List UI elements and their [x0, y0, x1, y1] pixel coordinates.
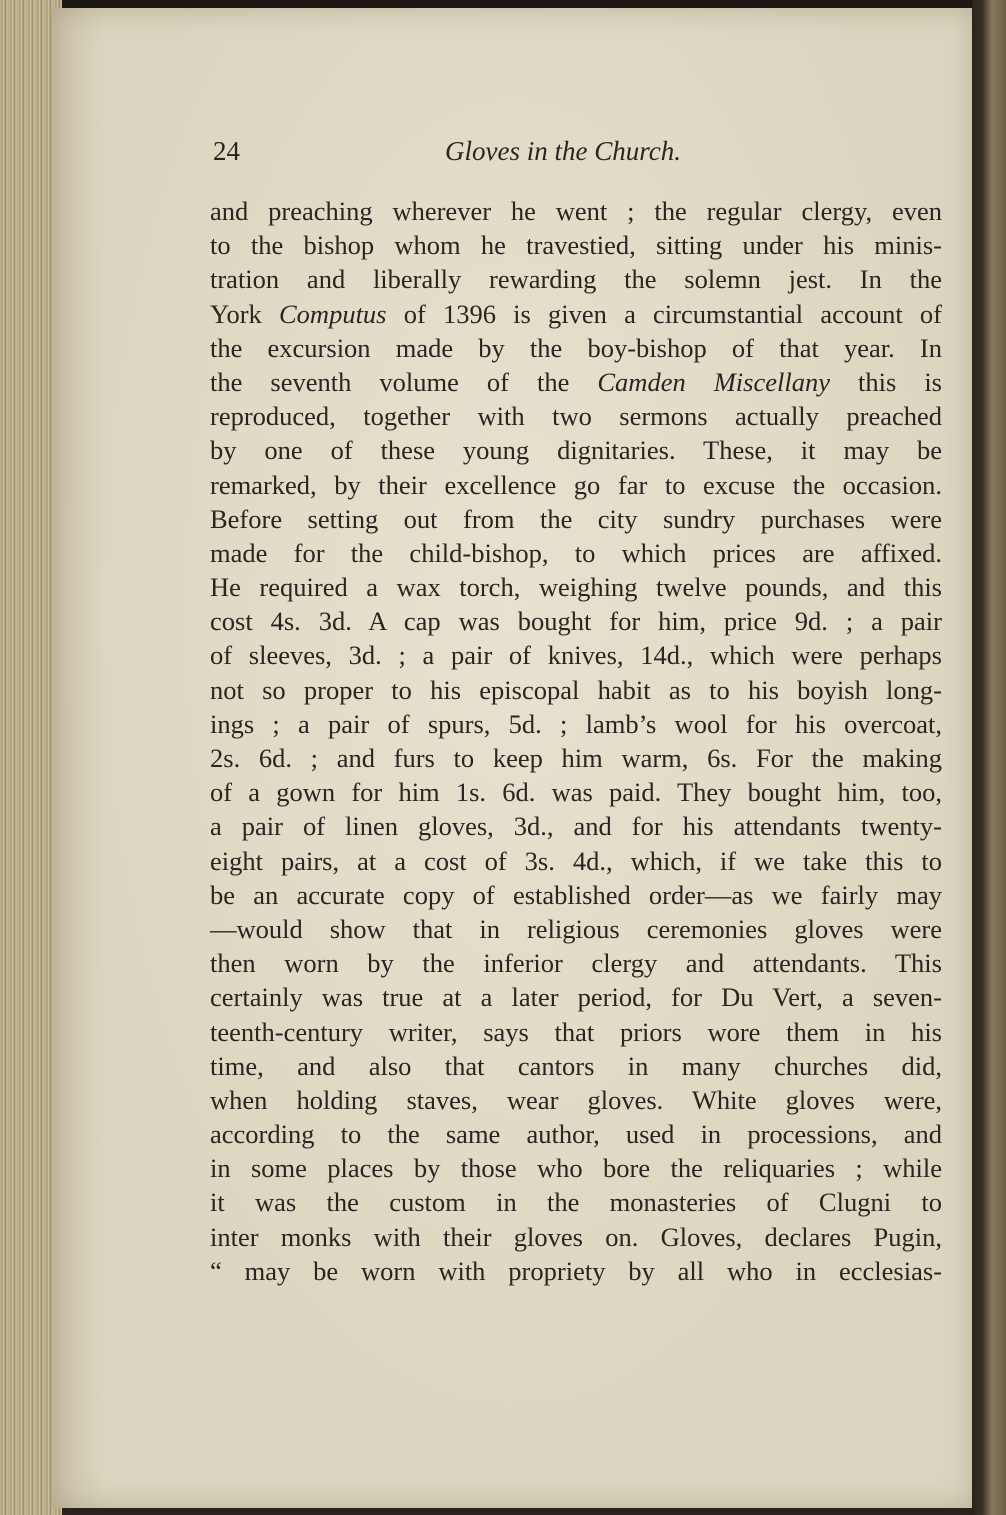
- text-line: [210, 570, 942, 604]
- text-line: [210, 775, 942, 809]
- text-line: [210, 262, 942, 296]
- text-segment: tration and liberally rewarding the solemn jest. In the: [210, 264, 942, 295]
- text-segment: be an accurate copy of established order—as we fairly may: [210, 879, 942, 910]
- text-segment: 2s. 6d. ; and furs to keep him warm, 6s. For the making: [210, 743, 942, 773]
- text-line: [210, 1015, 942, 1049]
- text-segment: by one of these young dignitaries. These, it may be: [210, 435, 942, 466]
- text-line: [210, 1083, 942, 1117]
- text-line: [210, 946, 942, 980]
- text-line: [210, 1049, 942, 1083]
- italic-title: Camden Miscellany: [597, 366, 830, 397]
- text-segment: certainly was true at a later period, for Du Vert, a seven-: [210, 982, 942, 1013]
- text-line: [210, 399, 942, 433]
- text-segment: according to the same author, used in processions, and: [210, 1119, 942, 1150]
- text-line: [210, 707, 942, 741]
- text-line: [210, 980, 942, 1014]
- text-line: [210, 809, 942, 843]
- text-line: [210, 673, 942, 707]
- text-line: [210, 331, 942, 365]
- text-segment: the seventh volume of the: [210, 366, 598, 397]
- text-segment: it was the custom in the monasteries of Clugni to: [210, 1187, 942, 1218]
- text-line: [210, 228, 942, 262]
- text-line: [210, 1185, 942, 1219]
- text-line: [210, 365, 942, 399]
- text-segment: made for the child-bishop, to which prices are affixed.: [210, 537, 942, 568]
- text-line: [210, 1220, 942, 1254]
- text-segment: of sleeves, 3d. ; a pair of knives, 14d., which were perhaps: [210, 640, 942, 671]
- text-segment: eight pairs, at a cost of 3s. 4d., which, if we take this to: [210, 845, 942, 876]
- text-segment: cost 4s. 3d. A cap was bought for him, price 9d. ; a pair: [210, 606, 942, 637]
- running-head: Gloves in the Church.: [445, 136, 681, 166]
- text-line: [210, 1117, 942, 1151]
- text-line: [210, 536, 942, 570]
- text-line: [210, 878, 942, 912]
- text-segment: of 1396 is given a circumstantial account of: [386, 298, 942, 329]
- text-line: [210, 1151, 942, 1185]
- text-line: [210, 297, 942, 331]
- text-line: [210, 468, 942, 502]
- text-segment: then worn by the inferior clergy and attendants. This: [210, 948, 942, 979]
- text-segment: inter monks with their gloves on. Gloves, declares Pugin,: [210, 1221, 942, 1252]
- text-segment: when holding staves, wear gloves. White gloves were,: [210, 1084, 942, 1115]
- text-segment: this is: [829, 366, 942, 397]
- text-segment: in some places by those who bore the reliquaries ; while: [210, 1153, 942, 1184]
- text-segment: Before setting out from the city sundry purchases were: [210, 503, 942, 534]
- text-line: [210, 433, 942, 467]
- text-line: [210, 844, 942, 878]
- page-header: [213, 136, 943, 176]
- text-segment: of a gown for him 1s. 6d. was paid. They bought him, too,: [210, 777, 942, 808]
- text-segment: —would show that in religious ceremonies gloves were: [210, 913, 942, 944]
- text-segment: time, and also that cantors in many churches did,: [210, 1050, 942, 1081]
- italic-title: Computus: [279, 298, 387, 329]
- text-line: [210, 604, 942, 638]
- scan-right-edge: [972, 0, 1006, 1515]
- text-line: [210, 1254, 942, 1288]
- page-number: 24: [213, 136, 240, 166]
- text-segment: “ may be worn with propriety by all who in ecclesias-: [210, 1255, 942, 1286]
- text-segment: remarked, by their excellence go far to excuse the occasion.: [210, 469, 942, 500]
- text-segment: not so proper to his episcopal habit as to his boyish long-: [210, 674, 942, 705]
- text-line: [210, 194, 942, 228]
- text-segment: ings ; a pair of spurs, 5d. ; lamb’s wool for his overcoat,: [210, 708, 942, 739]
- text-segment: reproduced, together with two sermons actually preached: [210, 401, 942, 432]
- text-line: [210, 638, 942, 672]
- text-line: [210, 912, 942, 946]
- text-segment: and preaching wherever he went ; the regular clergy, even: [210, 196, 942, 226]
- text-segment: He required a wax torch, weighing twelve pounds, and this: [210, 572, 942, 603]
- body-text: [210, 194, 942, 1288]
- text-segment: York: [210, 298, 279, 329]
- text-line: [210, 502, 942, 536]
- text-segment: the excursion made by the boy-bishop of that year. In: [210, 332, 942, 363]
- text-segment: teenth-century writer, says that priors wore them in his: [210, 1016, 942, 1047]
- text-line: [210, 741, 942, 775]
- text-segment: to the bishop whom he travestied, sitting under his minis-: [210, 230, 942, 261]
- text-segment: a pair of linen gloves, 3d., and for his attendants twenty-: [210, 811, 942, 842]
